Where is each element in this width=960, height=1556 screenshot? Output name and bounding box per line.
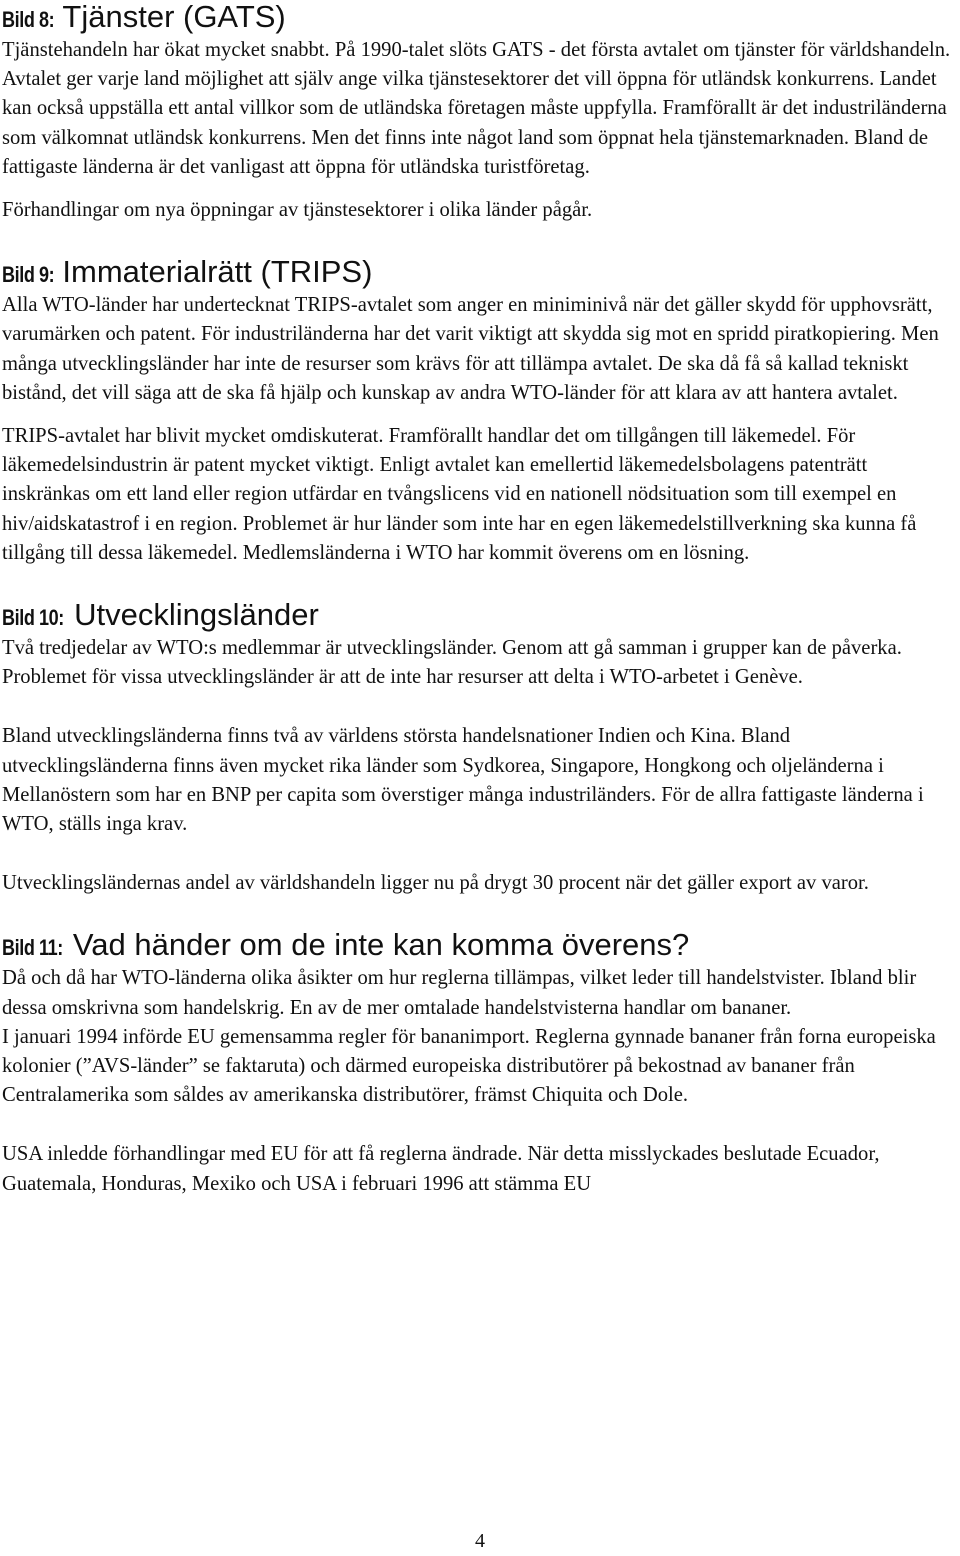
paragraph: TRIPS-avtalet har blivit mycket omdiskuterat. Framförallt handlar det om tillgången till läkemedel. För läkemedelsindustrin är patent mycket viktigt. Enligt avtalet kan emellertid läkemedelsbolagens patenträtt inskränkas om ett land eller region utfärdar en tvångslicens vid en nationell nödsituation som till exempel en hiv/aidskatastrof i en region. Problemet är hur länder som inte har en egen läkemedelstillverkning ska kunna få tillgång till dessa läkemedel. Medlemsländerna i WTO har kommit överens om en lösning. xyxy=(2,425,917,564)
paragraph: Alla WTO-länder har undertecknat TRIPS-avtalet som anger en miniminivå när det gäller skydd för upphovsrätt, varumärken och patent. För industriländerna har det varit viktigt att skydda sig mot en spridd piratkopiering. Men många utvecklingsländer har inte de resurser som krävs för att tillämpa avtalet. De ska då få så kallad tekniskt bistånd, det vill säga att de ska få hjälp och kunskap av andra WTO-länder för att klara av att hantera avtalet. xyxy=(2,294,939,404)
paragraph: Tjänstehandeln har ökat mycket snabbt. På 1990-talet slöts GATS - det första avtalet om tjänster för världshandeln. Avtalet ger varje land möjlighet att själv ange vilka tjänstesektorer det vill öppna för utländsk konkurrens. Landet kan också uppställa ett antal villkor som de utländska företagen måste uppfylla. Framförallt är det industriländerna som välkomnat utländsk konkurrens. Men det finns inte något land som öppnat hela tjänstemarknaden. Bland de fattigaste länderna är det vanligast att öppna för utländska turistföretag. xyxy=(2,39,951,178)
page-number: 4 xyxy=(475,1530,485,1552)
section-label: Bild 11: xyxy=(2,935,63,961)
section-heading-bild-9 xyxy=(2,255,956,291)
section-title: Immaterialrätt (TRIPS) xyxy=(62,254,373,290)
section-heading-bild-8 xyxy=(2,0,956,36)
paragraph: I januari 1994 införde EU gemensamma regler för bananimport. Reglerna gynnade bananer från forna europeiska kolonier (”AVS-länder” se faktaruta) och därmed europeiska distributörer på bekostnad av bananer från Centralamerika som såldes av amerikanska distributörer, främst Chiquita och Dole. xyxy=(2,1025,936,1107)
section-label: Bild 9: xyxy=(2,262,55,288)
section-title: Vad händer om de inte kan komma överens? xyxy=(72,927,690,963)
section-heading-bild-10 xyxy=(2,598,956,634)
paragraph: Två tredjedelar av WTO:s medlemmar är utvecklingsländer. Genom att gå samman i grupper kan de påverka. Problemet för vissa utvecklingsländer är att de inte har resurser att delta i WTO-arbetet i Genève. xyxy=(2,637,902,689)
section-label: Bild 10: xyxy=(2,605,64,631)
paragraph: Då och då har WTO-länderna olika åsikter om hur reglerna tillämpas, vilket leder till handelstvister. Ibland blir dessa omskrivna som handelskrig. En av de mer omtalade handelstvisterna handlar om bananer. xyxy=(2,967,917,1019)
paragraph: Bland utvecklingsländerna finns två av världens största handelsnationer Indien och Kina. Bland utvecklingsländerna finns även mycket rika länder som Sydkorea, Singapore, Hongkong och oljeländerna i Mellanöstern som har en BNP per capita som överstiger många industriländers. För de allra fattigaste länderna i WTO, ställs inga krav. xyxy=(2,725,924,836)
paragraph: Utvecklingsländernas andel av världshandeln ligger nu på drygt 30 procent när det gäller export av varor. xyxy=(2,872,869,895)
section-title: Tjänster (GATS) xyxy=(62,0,286,34)
section-label: Bild 8: xyxy=(2,7,55,32)
paragraph: USA inledde förhandlingar med EU för att få reglerna ändrade. När detta misslyckades beslutade Ecuador, Guatemala, Honduras, Mexiko och USA i februari 1996 att stämma EU xyxy=(2,1143,880,1195)
paragraph: Förhandlingar om nya öppningar av tjänstesektorer i olika länder pågår. xyxy=(2,199,593,222)
section-title: Utvecklingsländer xyxy=(74,597,319,633)
section-heading-bild-11 xyxy=(2,928,956,964)
